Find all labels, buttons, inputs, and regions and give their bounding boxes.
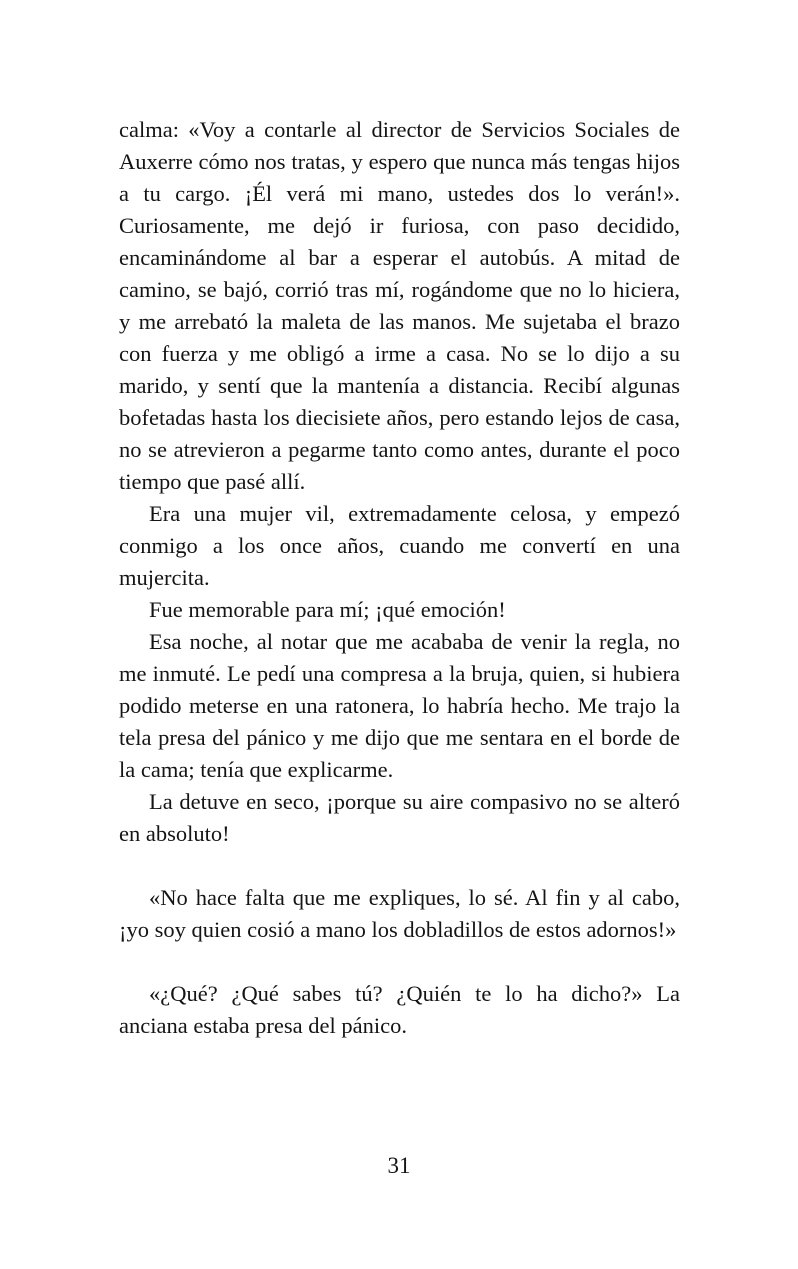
- paragraph: Esa noche, al notar que me acababa de venir la regla, no me inmuté. Le pedí una compresa a la bruja, quien, si hubiera podido meterse en una ratonera, lo habría hecho. Me trajo la tela presa del pánico y me dijo que me sentara en el borde de la cama; tenía que explicarme.: [119, 629, 680, 782]
- paragraph-continuation: calma: «Voy a contarle al director de Servicios Sociales de Auxerre cómo nos tratas, y espero que nunca más tengas hijos a tu cargo. ¡Él verá mi mano, ustedes dos lo verán!». Curiosamente, me dejó ir furiosa, con paso decidido, encaminándome al bar a esperar el autobús. A mitad de camino, se bajó, corrió tras mí, rogándome que no lo hiciera, y me arrebató la maleta de las manos. Me sujetaba el brazo con fuerza y me obligó a irme a casa. No se lo dijo a su marido, y sentí que la mantenía a distancia. Recibí algunas bofetadas hasta los diecisiete años, pero estando lejos de casa, no se atrevieron a pegarme tanto como antes, durante el poco tiempo que pasé allí.: [119, 117, 680, 494]
- paragraph: La detuve en seco, ¡porque su aire compasivo no se alteró en absoluto!: [119, 789, 680, 846]
- dialogue-paragraph: «¿Qué? ¿Qué sabes tú? ¿Quién te lo ha dicho?» La anciana estaba presa del pánico.: [119, 981, 680, 1038]
- page-number: 31: [387, 1153, 411, 1178]
- paragraph: Era una mujer vil, extremadamente celosa, y empezó conmigo a los once años, cuando me convertí en una mujercita.: [119, 501, 680, 590]
- page-body-text: [119, 114, 680, 1042]
- dialogue-paragraph: «No hace falta que me expliques, lo sé. Al fin y al cabo, ¡yo soy quien cosió a mano los dobladillos de estos adornos!»: [119, 885, 680, 942]
- paragraph: Fue memorable para mí; ¡qué emoción!: [149, 597, 506, 622]
